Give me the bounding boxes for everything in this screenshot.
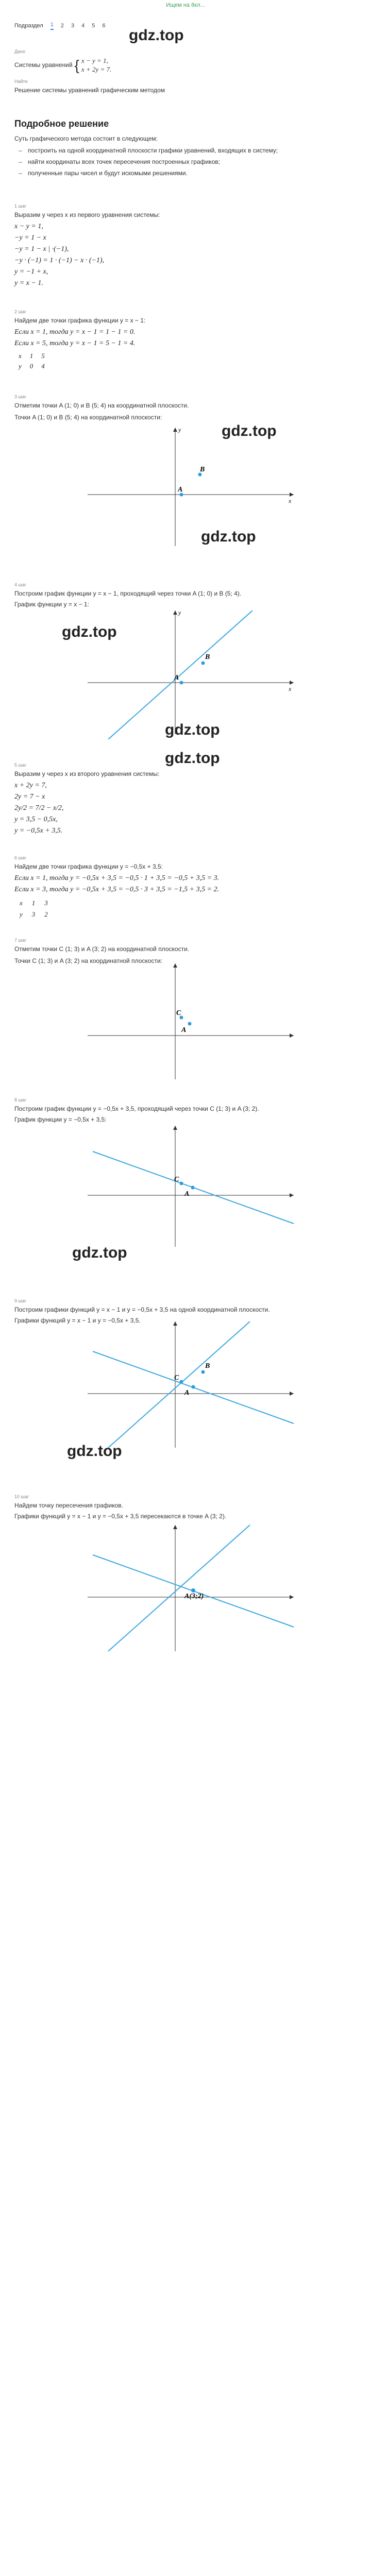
step7-points: Точки C (1; 3) и A (3; 2) на координатной плоскости: <box>14 957 162 964</box>
graph-step10 <box>67 1520 314 1654</box>
point-a <box>192 1385 195 1389</box>
watermark: gdz.top <box>165 750 220 767</box>
step5-line: y = 3,5 − 0,5x, <box>14 816 58 823</box>
pager-item-4[interactable]: 4 <box>81 23 85 29</box>
step4-text: График функции y = x − 1: <box>14 601 89 608</box>
step6-line: Если x = 3, тогда y = −0,5x + 3,5 = −0,5 · 3 + 3,5 = −1,5 + 3,5 = 2. <box>14 886 220 893</box>
cell: 1 <box>29 352 33 360</box>
eq2: x + 2y = 7. <box>81 65 112 73</box>
step5-caption: Выразим у через х из второго уравнения системы: <box>14 770 160 777</box>
task-box <box>14 49 355 95</box>
step9-text: Графики функций y = x − 1 и y = −0,5x + 3,5. <box>14 1317 141 1324</box>
step5 <box>14 762 355 838</box>
method-step: – полученные пары чисел и будут искомыми решениями. <box>19 169 355 177</box>
point-c-label: C <box>174 1176 179 1183</box>
step2-table <box>14 351 49 371</box>
step1-caption: Выразим у через х из первого уравнения системы: <box>14 211 160 218</box>
point-c-label: C <box>176 1009 181 1017</box>
find-text: Решение системы уравнений графическим методом <box>14 87 165 94</box>
pager-item-6[interactable]: 6 <box>102 23 106 29</box>
graph-step8 <box>67 1121 314 1249</box>
pager-label: Подраздел <box>14 23 43 29</box>
step1-line: y = −1 + x, <box>14 268 48 276</box>
step10-caption: Найдем точку пересечения графиков. <box>14 1502 123 1509</box>
find-label: Найти <box>14 79 28 84</box>
watermark: gdz.top <box>62 623 117 640</box>
cell: 0 <box>29 362 33 370</box>
step1 <box>14 204 355 291</box>
cell: 4 <box>41 362 45 370</box>
point-b <box>201 662 205 665</box>
system-row <box>14 56 355 74</box>
point-a-label: A <box>181 1026 187 1034</box>
step4-label: 4 шаг <box>14 582 27 587</box>
point-c <box>180 1380 183 1384</box>
point-a <box>191 1186 195 1190</box>
step3-points: Точки A (1; 0) и B (5; 4) на координатной плоскости: <box>14 414 162 421</box>
step1-line: −y = 1 − x <box>14 234 46 242</box>
line-y-x-1 <box>108 1321 250 1448</box>
cell: 3 <box>44 899 48 907</box>
watermark: gdz.top <box>72 1244 127 1261</box>
point-a-label: A <box>174 674 179 682</box>
step6-table <box>14 897 53 921</box>
step2-line: Если x = 5, тогда y = x − 1 = 5 − 1 = 4. <box>14 340 136 347</box>
pager-item-3[interactable]: 3 <box>71 23 75 29</box>
step2-caption: Найдем две точки графика функции y = x − 1: <box>14 317 146 324</box>
systems-label: Системы уравнений <box>14 61 73 69</box>
step8-text: График функции y = −0,5x + 3,5: <box>14 1116 107 1123</box>
step7-label: 7 шаг <box>14 938 27 943</box>
axis-y-label: y <box>178 426 181 433</box>
cell: y <box>20 910 23 918</box>
cell: 1 <box>31 899 36 907</box>
cell: 5 <box>41 352 45 360</box>
step4-caption: Построим график функции y = x − 1, проходящий через точки A (1; 0) и B (5; 4). <box>14 590 242 597</box>
point-a-label: A <box>178 486 183 494</box>
point-a <box>180 681 183 685</box>
step5-line: 2y = 7 − x <box>14 793 45 801</box>
given-label: Дано <box>14 49 26 54</box>
axis-x-label: x <box>289 497 292 504</box>
cell: x <box>20 899 23 907</box>
pager <box>14 22 112 30</box>
step6-label: 6 шаг <box>14 855 27 860</box>
cell: 3 <box>31 910 36 918</box>
brace: { <box>74 57 79 73</box>
step1-line: x − y = 1, <box>14 223 43 230</box>
step10 <box>14 1494 355 1521</box>
point-b-label: B <box>205 1362 210 1370</box>
graph-step3 <box>67 422 314 551</box>
step7-caption: Отметим точки C (1; 3) и A (3; 2) на координатной плоскости. <box>14 945 190 953</box>
cell: 2 <box>44 910 48 918</box>
pager-item-1[interactable]: 1 <box>50 22 54 30</box>
step6-caption: Найдем две точки графика функции y = −0,5x + 3,5: <box>14 863 163 870</box>
method-intro: Суть графического метода состоит в следующем: <box>14 135 158 142</box>
method-step: – найти координаты всех точек пересечения построенных графиков; <box>19 158 355 166</box>
axis-y-label: y <box>178 609 181 616</box>
point-a-label: A <box>184 1389 190 1397</box>
pager-item-5[interactable]: 5 <box>92 23 95 29</box>
watermark: gdz.top <box>67 1443 122 1460</box>
step3-label: 3 шаг <box>14 394 27 399</box>
watermark: gdz.top <box>201 528 256 545</box>
step3 <box>14 394 355 422</box>
step1-line: −y · (−1) = 1 · (−1) − x · (−1), <box>14 257 105 264</box>
step6-line: Если x = 1, тогда y = −0,5x + 3,5 = −0,5 · 1 + 3,5 = −0,5 + 3,5 = 3. <box>14 874 220 882</box>
graph-step7 <box>67 958 314 1082</box>
step10-text: Графики функций y = x − 1 и y = −0,5x + 3,5 пересекаются в точке A (3; 2). <box>14 1513 227 1520</box>
point-a <box>188 1022 192 1026</box>
step10-label: 10 шаг <box>14 1494 29 1499</box>
step5-line: 2y/2 = 7/2 − x/2, <box>14 804 64 812</box>
point-b-label: B <box>200 466 205 473</box>
cell: x <box>19 352 22 360</box>
step5-label: 5 шаг <box>14 762 27 768</box>
method-steps <box>14 146 355 177</box>
step2-line: Если x = 1, тогда y = x − 1 = 1 − 1 = 0. <box>14 328 136 336</box>
point-a-label: A <box>184 1190 190 1198</box>
step1-line: −y = 1 − x | ·(−1), <box>14 245 69 253</box>
watermark: gdz.top <box>165 721 220 738</box>
step1-line: y = x − 1. <box>14 279 43 287</box>
step8-caption: Построим график функции y = −0,5x + 3,5, проходящий через точки C (1; 3) и A (3; 2). <box>14 1105 259 1112</box>
intersection-label: A(3;2) <box>184 1592 204 1600</box>
watermark: gdz.top <box>222 422 277 439</box>
intersection-point <box>191 1588 195 1592</box>
step3-caption: Отметим точки A (1; 0) и B (5; 4) на координатной плоскости. <box>14 402 189 409</box>
point-b <box>201 1370 205 1374</box>
eq1: x − y = 1, <box>81 57 108 64</box>
watermark: gdz.top <box>129 27 184 44</box>
line-y-x-1 <box>108 1525 250 1651</box>
point-c <box>180 1182 183 1185</box>
step8-label: 8 шаг <box>14 1097 27 1103</box>
point-c-label: C <box>174 1374 179 1382</box>
step1-label: 1 шаг <box>14 204 27 209</box>
method-step: – построить на одной координатной плоскости графики уравнений, входящих в систему; <box>19 146 355 155</box>
axis-x-label: x <box>289 685 292 692</box>
step9-caption: Построим графики функций y = x − 1 и y = −0,5x + 3,5 на одной координатной плоскости. <box>14 1306 270 1313</box>
step9-label: 9 шаг <box>14 1298 27 1303</box>
step2 <box>14 309 355 371</box>
graph-step9 <box>67 1316 314 1450</box>
line-y-x-1 <box>108 611 252 739</box>
solution-section <box>14 118 355 180</box>
solution-heading: Подробное решение <box>14 118 109 129</box>
top-link[interactable]: Ищем на 8кл... <box>166 2 205 8</box>
point-b-label: B <box>205 653 210 661</box>
cell: y <box>19 362 22 370</box>
step6 <box>14 855 355 921</box>
step5-line: y = −0,5x + 3,5. <box>14 827 63 835</box>
step2-label: 2 шаг <box>14 309 27 314</box>
step5-line: x + 2y = 7, <box>14 782 47 789</box>
pager-item-2[interactable]: 2 <box>60 23 64 29</box>
